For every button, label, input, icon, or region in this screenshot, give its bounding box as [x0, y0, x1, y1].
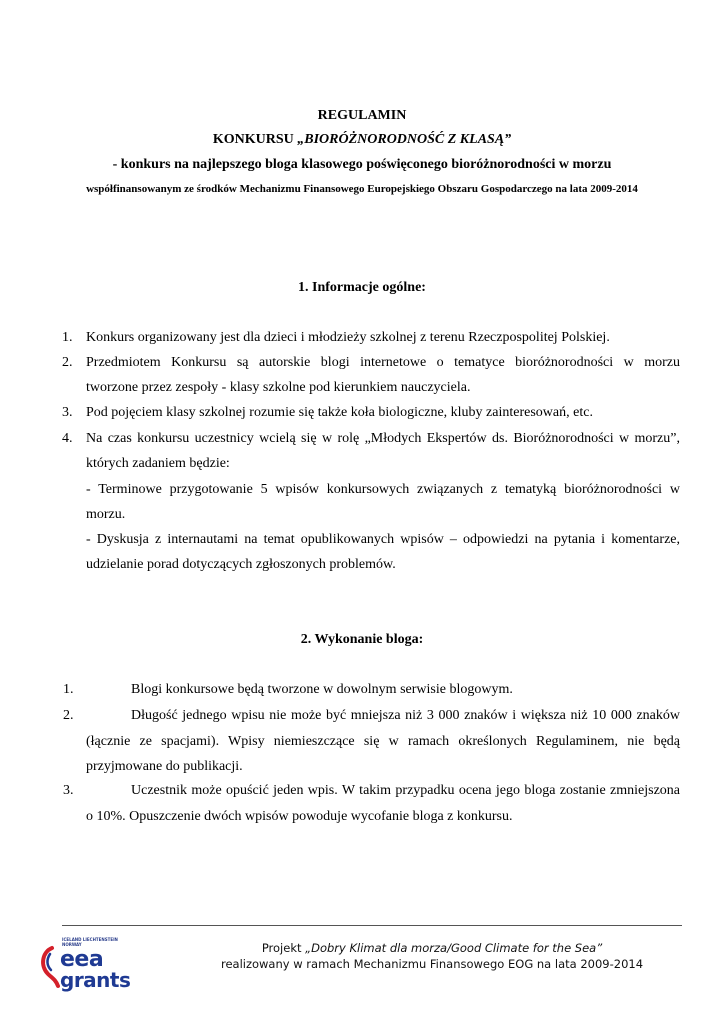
list-item-number: 2.: [63, 708, 74, 723]
list-item-text: Uczestnik może opuścić jeden wpis. W takim przypadku ocena jego bloga zostanie zmniejszona o 10%. Opuszczenie dwóch wpisów powoduje wycofanie bloga z konkursu.: [86, 783, 680, 824]
contest-name-prefix: KONKURSU: [212, 132, 298, 147]
list-item-text: udzielanie porad dotyczących zgłoszonych problemów.: [86, 557, 396, 572]
contest-subtitle: - konkurs na najlepszego bloga klasowego poświęconego bioróżnorodności w morzu: [112, 157, 612, 172]
contest-name: [40, 130, 684, 150]
list-item-text: Pod pojęciem klasy szkolnej rozumie się także koła biologiczne, kluby zainteresowań, etc.: [86, 405, 593, 420]
footer-project-name: „Dobry Klimat dla morza/Good Climate for the Sea”: [305, 941, 603, 955]
list-item-text: tworzone przez zespoły - klasy szkolne pod kierunkiem nauczyciela.: [86, 380, 471, 395]
list-item-text: - Dyskusja z internautami na temat opublikowanych wpisów – odpowiedzi na pytania i komentarze,: [86, 532, 680, 547]
eea-swoosh-icon: [38, 944, 62, 990]
list-item-number: 2.: [62, 355, 73, 370]
list-item-text: Na czas konkursu uczestnicy wcielą się w rolę „Młodych Ekspertów ds. Bioróżnorodności w morzu”,: [86, 431, 680, 446]
footer-project-line: [140, 941, 724, 956]
section-heading-general-info: 1. Informacje ogólne:: [298, 280, 426, 295]
logo-word-grants: grants: [60, 968, 131, 992]
list-item-text: Blogi konkursowe będą tworzone w dowolnym serwisie blogowym.: [131, 682, 513, 697]
footer-divider: [62, 925, 682, 926]
list-item-number: 4.: [62, 431, 73, 446]
funding-note: współfinansowanym ze środków Mechanizmu Finansowego Europejskiego Obszaru Gospodarczego na lata 2009-2014: [86, 183, 638, 195]
list-item-text: morzu.: [86, 507, 126, 522]
section-heading-blog-execution: 2. Wykonanie bloga:: [300, 632, 424, 647]
list-item-number: 3.: [62, 405, 73, 420]
eea-grants-logo: [38, 937, 131, 998]
list-item-number: 3.: [63, 783, 74, 798]
list-item-text: Przedmiotem Konkursu są autorskie blogi internetowe o tematyce bioróżnorodności w morzu: [86, 355, 680, 370]
contest-name-italic: „BIORÓŻNORODNOŚĆ Z KLASĄ”: [297, 132, 512, 147]
list-item-text: Długość jednego wpisu nie może być mniejsza niż 3 000 znaków i większa niż 10 000 znaków (łącznie ze spacjami). Wpisy niemieszczące się w ramach określonych Regulaminem, nie będą przyjmowane do publikacji.: [86, 708, 680, 774]
list-item-text: - Terminowe przygotowanie 5 wpisów konkursowych związanych z tematyką bioróżnorodności w: [86, 482, 680, 497]
footer-funding-line: realizowany w ramach Mechanizmu Finansowego EOG na lata 2009-2014: [220, 957, 644, 971]
logo-word-eea: eea: [60, 947, 104, 972]
list-item-text: Konkurs organizowany jest dla dzieci i młodzieży szkolnej z terenu Rzeczpospolitej Polskiej.: [86, 330, 610, 345]
footer-project-prefix: Projekt: [261, 941, 306, 955]
list-item-text: których zadaniem będzie:: [86, 456, 230, 471]
logo-country-text: ICELAND LIECHTENSTEIN NORWAY: [62, 937, 118, 947]
document-title: REGULAMIN: [317, 108, 407, 123]
list-item-number: 1.: [63, 682, 74, 697]
list-item-number: 1.: [62, 330, 73, 345]
